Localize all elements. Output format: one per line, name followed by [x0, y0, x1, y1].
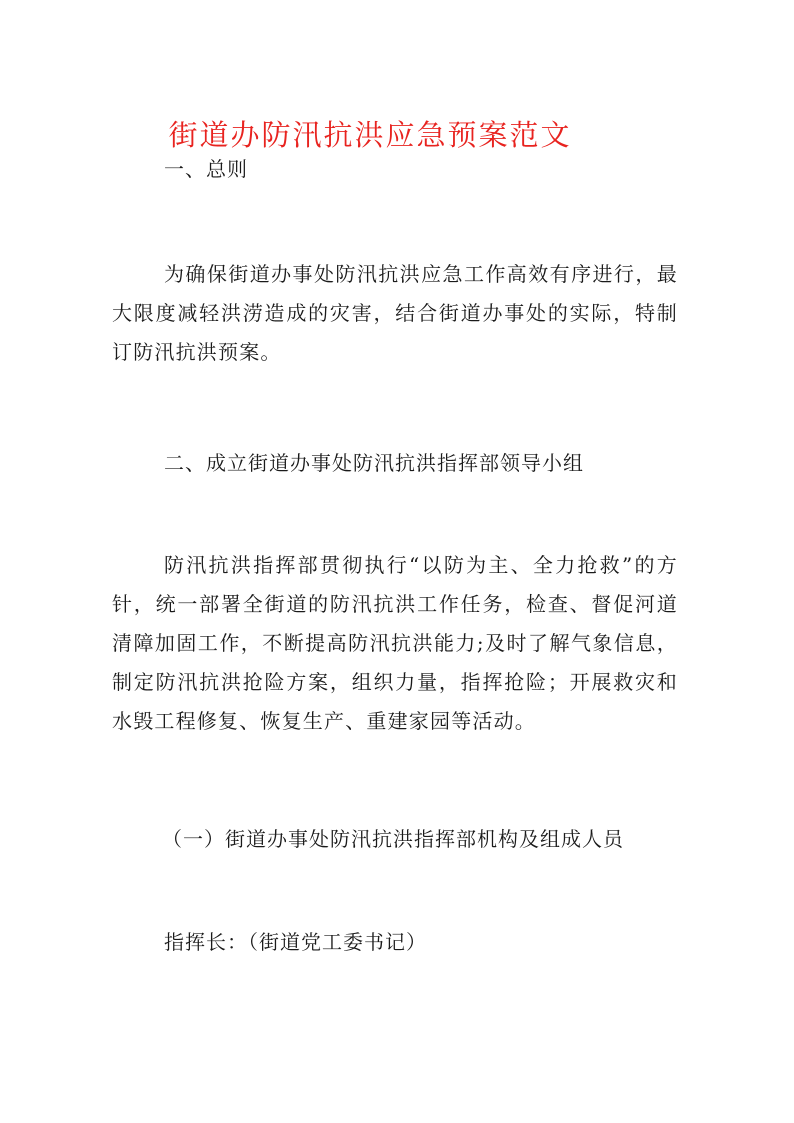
section-leadership-paragraph: 防汛抗洪指挥部贯彻执行“以防为主、全力抢救”的方针，统一部署全街道的防汛抗洪工作任务，检查、督促河道清障加固工作，不断提高防汛抗洪能力;及时了解气象信息，制定防汛抗洪抢险方案，组织力量，指挥抢险；开展救灾和水毁工程修复、恢复生产、重建家园等活动。	[112, 553, 678, 733]
section-heading-leadership-group: 二、成立街道办事处防汛抗洪指挥部领导小组	[164, 451, 584, 475]
document-title: 街道办防汛抗洪应急预案范文	[168, 118, 572, 153]
section-heading-general: 一、总则	[164, 157, 248, 181]
section-general-paragraph: 为确保街道办事处防汛抗洪应急工作高效有序进行，最大限度减轻洪涝造成的灾害，结合街道办事处的实际，特制订防汛抗洪预案。	[112, 262, 678, 364]
commander-line: 指挥长：（街道党工委书记）	[164, 930, 427, 954]
subsection-heading-organization: （一）街道办事处防汛抗洪指挥部机构及组成人员	[162, 827, 624, 851]
